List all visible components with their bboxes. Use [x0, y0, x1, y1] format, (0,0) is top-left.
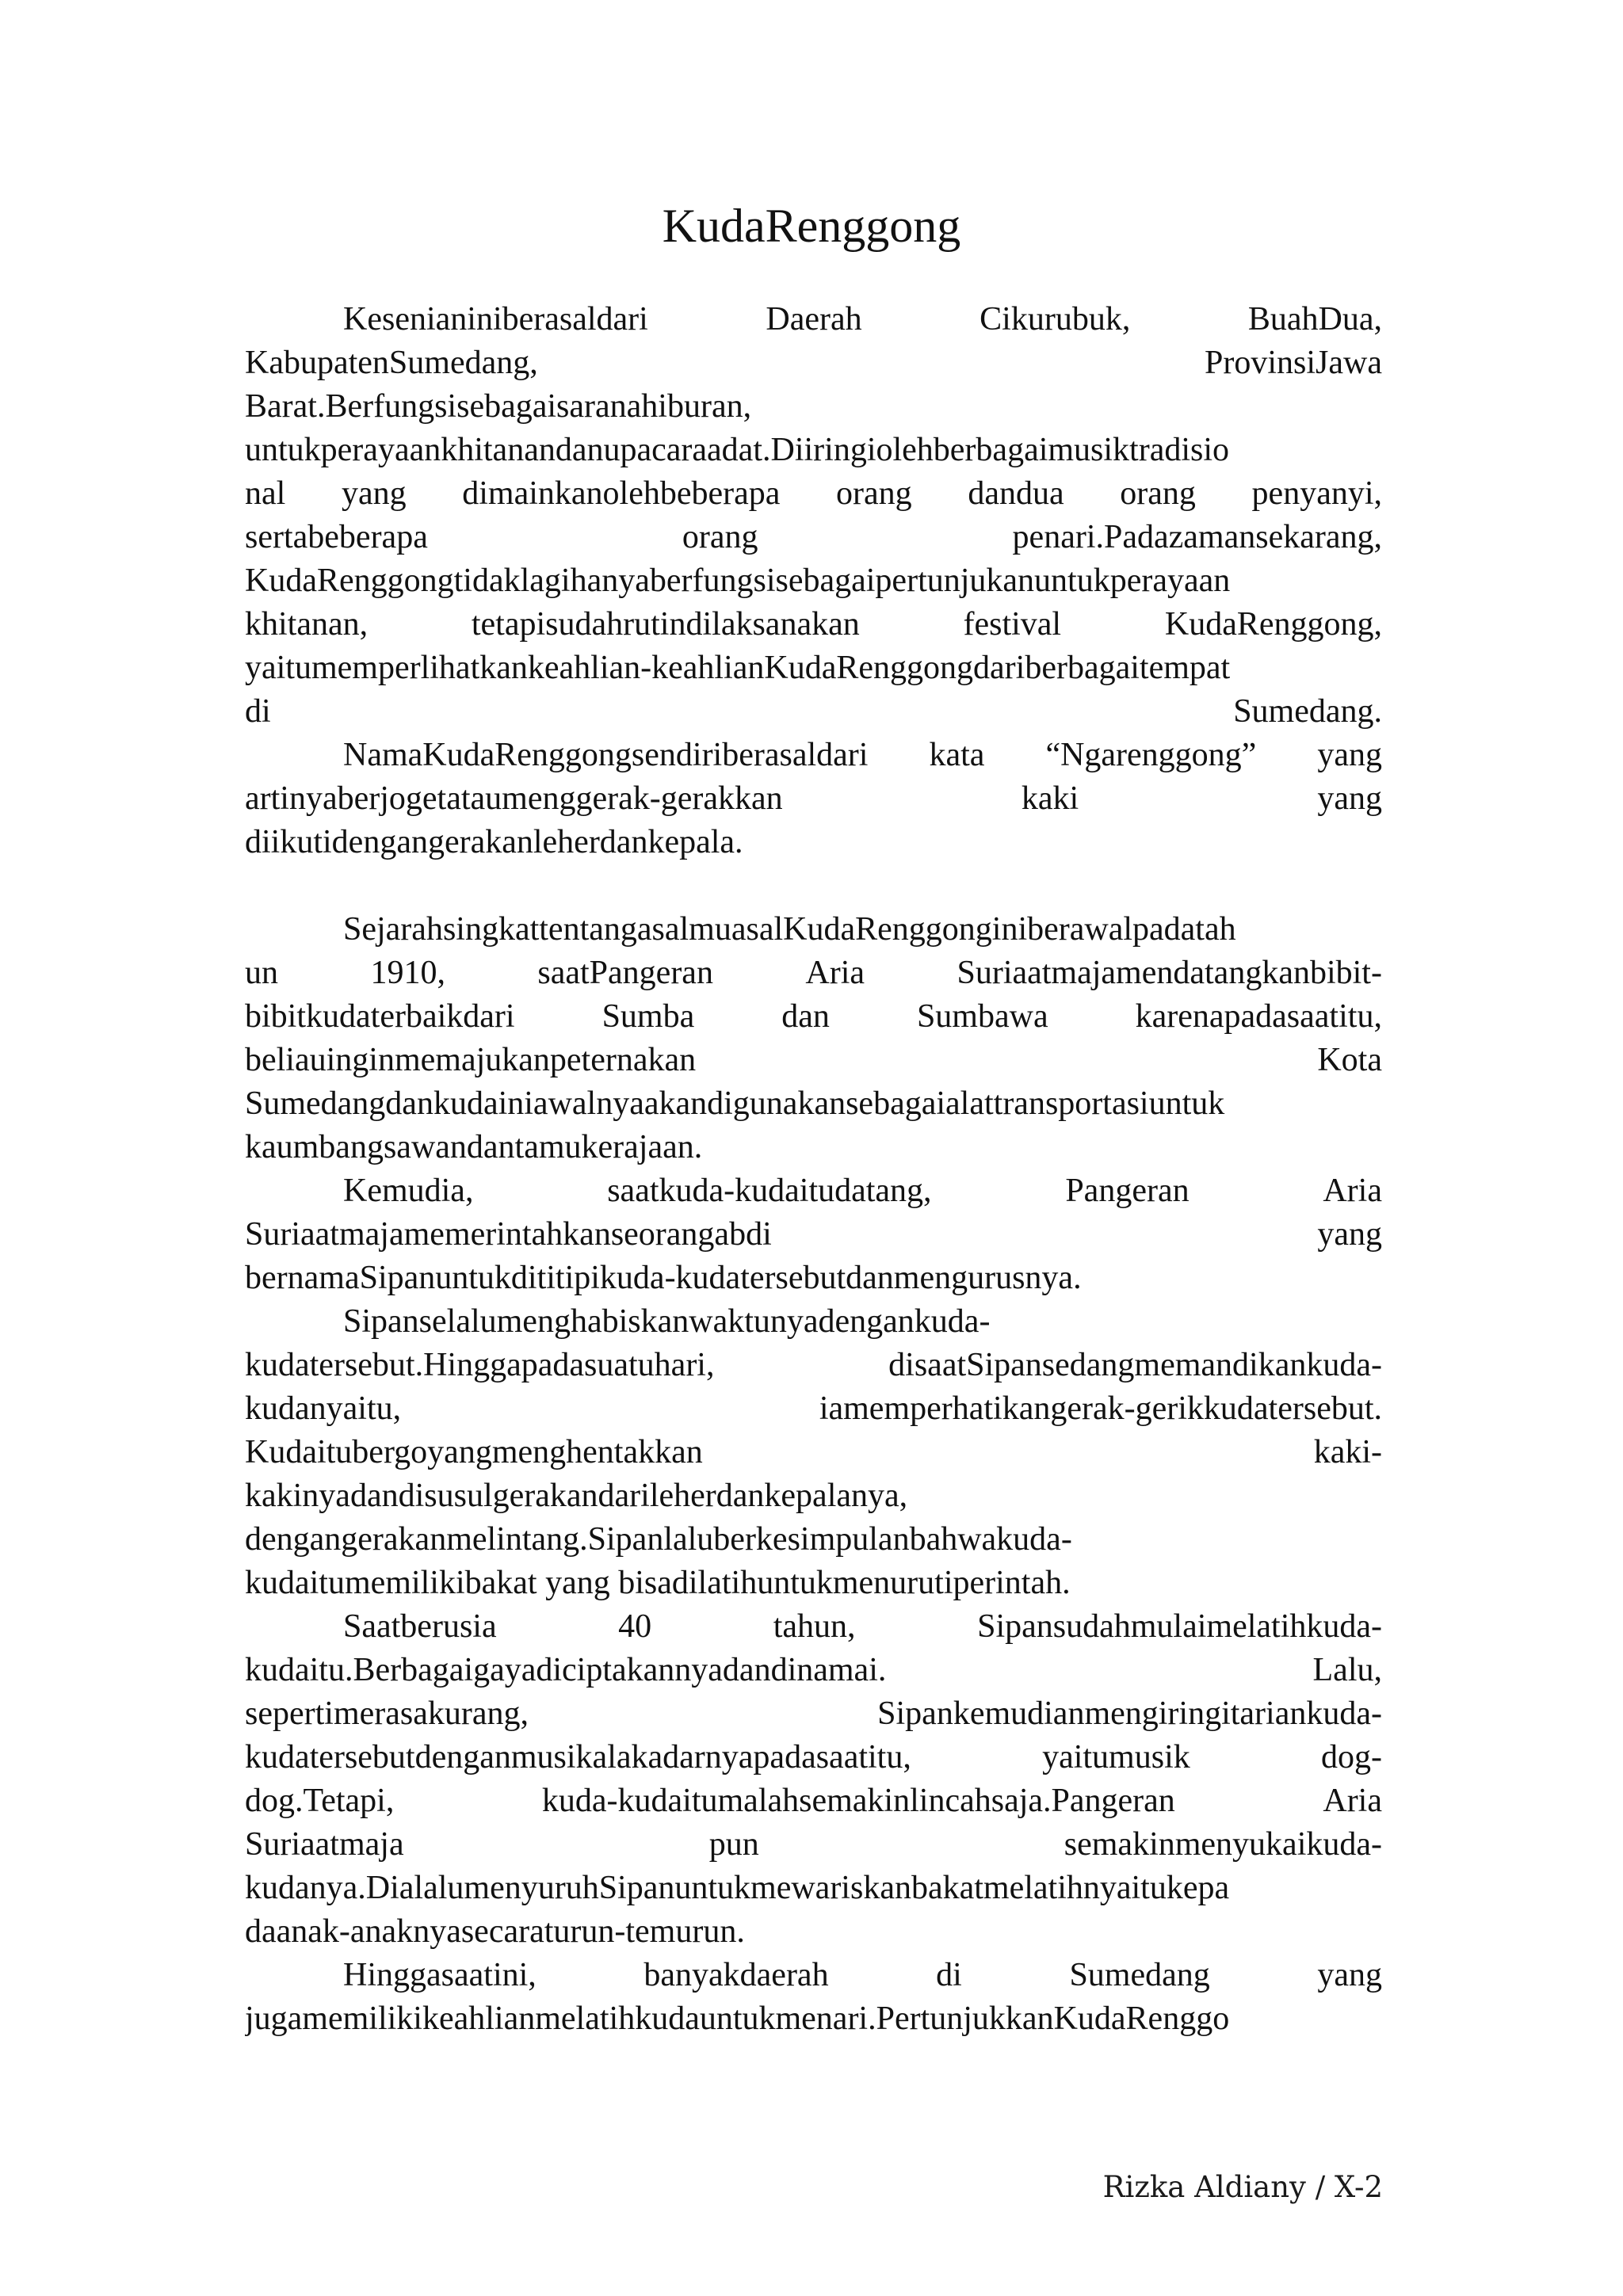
text-word: Sumedang.	[1233, 693, 1382, 730]
text-line	[245, 908, 1382, 952]
text-line	[245, 1213, 1382, 1257]
text-word: untukperayaankhitanandanupacaraadat.Diiringiolehberbagaimusiktradisio	[245, 432, 1230, 468]
text-line	[245, 1387, 1382, 1431]
text-word: kakinyadandisusulgerakandarileherdankepalanya,	[245, 1478, 908, 1514]
text-line	[245, 1605, 1382, 1649]
text-word: kuda-kudaitumalahsemakinlincahsaja.Pangeran	[541, 1783, 1175, 1819]
text-word: Cikurubuk,	[980, 301, 1131, 338]
text-line	[245, 777, 1382, 821]
text-word: Sumedangdankudainiawalnyaakandigunakansebagaialattransportasiuntuk	[245, 1085, 1225, 1122]
text-word: 40	[618, 1608, 652, 1645]
text-word: yaitumemperlihatkankeahlian-keahlianKudaRenggongdariberbagaitempat	[245, 650, 1231, 686]
text-line	[245, 559, 1382, 603]
text-line	[245, 1474, 1382, 1518]
text-word: bernamaSipanuntukdititipikuda-kudatersebutdanmengurusnya.	[245, 1260, 1082, 1296]
text-line	[245, 1736, 1382, 1779]
text-word: Aria	[1323, 1783, 1382, 1819]
text-word: Sipankemudianmengiringitariankuda-	[877, 1695, 1382, 1732]
text-line	[245, 298, 1382, 341]
text-line	[245, 603, 1382, 646]
text-word: daanak-anaknyasecaraturun-temurun.	[245, 1913, 745, 1950]
text-word: sertabeberapa	[245, 519, 428, 555]
text-line	[245, 429, 1382, 472]
text-word: kaki	[1021, 780, 1079, 817]
text-line	[245, 734, 1382, 777]
text-word: karenapadasaatitu,	[1135, 998, 1382, 1035]
text-word: orang	[836, 475, 912, 512]
text-word: 1910,	[370, 955, 445, 991]
text-word: bibitkudaterbaikdari	[245, 998, 515, 1035]
text-word: Kudaitubergoyangmenghentakkan	[245, 1434, 703, 1470]
text-word: penyanyi,	[1251, 475, 1382, 512]
text-word: banyakdaerah	[643, 1957, 829, 1993]
text-word: Kota	[1317, 1042, 1382, 1078]
text-word: khitanan,	[245, 606, 369, 643]
text-line	[245, 821, 1382, 864]
text-word: iamemperhatikangerak-gerikkudatersebut.	[819, 1390, 1382, 1427]
text-word: sepertimerasakurang,	[245, 1695, 529, 1732]
text-word: KudaRenggong,	[1164, 606, 1382, 643]
text-word: kudanyaitu,	[245, 1390, 402, 1427]
text-word: NamaKudaRenggongsendiriberasaldari	[343, 737, 869, 773]
text-word: Lalu,	[1312, 1652, 1382, 1688]
text-word: pun	[708, 1826, 759, 1863]
text-word: dog.Tetapi,	[245, 1783, 395, 1819]
text-word: diikutidengangerakanleherdankepala.	[245, 824, 743, 860]
text-word: ProvinsiJawa	[1205, 345, 1382, 381]
text-word: Aria	[1323, 1173, 1382, 1209]
text-line	[245, 1867, 1382, 1910]
text-word: kaumbangsawandantamukerajaan.	[245, 1129, 703, 1165]
text-line	[245, 1997, 1382, 2041]
text-word: Sumedang	[1069, 1957, 1210, 1993]
text-line	[245, 1692, 1382, 1736]
text-word: disaatSipansedangmemandikankuda-	[888, 1347, 1382, 1383]
text-word: “Ngarenggong”	[1045, 737, 1257, 773]
text-word: kaki-	[1313, 1434, 1382, 1470]
text-word: Sumba	[601, 998, 695, 1035]
text-line	[245, 1126, 1382, 1169]
page-footer-author: Rizka Aldiany / X-2	[1102, 2170, 1383, 2204]
text-word: yang	[341, 475, 407, 512]
document-title: KudaRenggong	[662, 200, 961, 252]
text-word: tahun,	[773, 1608, 856, 1645]
text-word: Sumbawa	[916, 998, 1048, 1035]
text-line	[245, 1823, 1382, 1867]
text-word: yang	[1317, 1216, 1382, 1253]
text-word: yaitumusik	[1042, 1739, 1190, 1775]
text-word: kudatersebutdenganmusikalakadarnyapadasaatitu,	[245, 1739, 911, 1775]
text-word: Aria	[805, 955, 865, 991]
text-line	[245, 1562, 1382, 1605]
text-word: KabupatenSumedang,	[245, 345, 538, 381]
text-word: SejarahsingkattentangasalmuasalKudaRenggonginiberawalpadatah	[343, 911, 1236, 948]
text-line	[245, 690, 1382, 734]
text-word: kudaitu.Berbagaigayadiciptakannyadandinamai.	[245, 1652, 887, 1688]
text-line	[245, 1779, 1382, 1823]
text-word: saatkuda-kudaitudatang,	[607, 1173, 932, 1209]
paragraph-gap	[245, 864, 1382, 908]
text-word: semakinmenyukaikuda-	[1064, 1826, 1382, 1863]
text-word: dengangerakanmelintang.Sipanlaluberkesimpulanbahwakuda-	[245, 1521, 1072, 1558]
text-line	[245, 1300, 1382, 1344]
text-word: artinyaberjogetataumenggerak-gerakkan	[245, 780, 783, 817]
text-line	[245, 1518, 1382, 1562]
text-line	[245, 385, 1382, 429]
text-word: kudatersebut.Hinggapadasuatuhari,	[245, 1347, 715, 1383]
text-line	[245, 1169, 1382, 1213]
text-word: Saatberusia	[343, 1608, 497, 1645]
text-line	[245, 995, 1382, 1039]
text-word: Kesenianiniberasaldari	[343, 301, 648, 338]
text-line	[245, 1954, 1382, 1997]
text-line	[245, 646, 1382, 690]
text-line	[245, 341, 1382, 385]
text-line	[245, 952, 1382, 995]
text-word: dog-	[1320, 1739, 1382, 1775]
text-word: kudanya.DialalumenyuruhSipanuntukmewariskanbakatmelatihnyaitukepa	[245, 1870, 1230, 1906]
text-line	[245, 1910, 1382, 1954]
text-word: dandua	[968, 475, 1064, 512]
text-word: Suriaatmajamendatangkanbibit-	[957, 955, 1382, 991]
text-word: nal	[245, 475, 286, 512]
text-word: Barat.Berfungsisebagaisaranahiburan,	[245, 388, 752, 425]
text-word: saatPangeran	[537, 955, 713, 991]
text-line	[245, 1257, 1382, 1300]
text-line	[245, 472, 1382, 516]
text-word: dan	[781, 998, 830, 1035]
text-word: yang	[1317, 737, 1382, 773]
text-word: kudaitumemilikibakat yang bisadilatihuntukmenurutiperintah.	[245, 1565, 1071, 1601]
text-word: yang	[1317, 1957, 1382, 1993]
text-line	[245, 516, 1382, 559]
text-word: yang	[1317, 780, 1382, 817]
text-word: Sipansudahmulaimelatihkuda-	[977, 1608, 1382, 1645]
text-word: Daerah	[766, 301, 862, 338]
text-word: Suriaatmaja	[245, 1826, 404, 1863]
text-word: un	[245, 955, 278, 991]
text-line	[245, 1082, 1382, 1126]
text-word: dimainkanolehbeberapa	[462, 475, 781, 512]
text-word: KudaRenggongtidaklagihanyaberfungsisebagaipertunjukanuntukperayaan	[245, 563, 1231, 599]
text-line	[245, 1344, 1382, 1387]
text-word: orang	[1120, 475, 1196, 512]
text-word: Suriaatmajamemerintahkanseorangabdi	[245, 1216, 772, 1253]
text-line	[245, 1039, 1382, 1082]
text-word: festival	[963, 606, 1062, 643]
text-word: Hinggasaatini,	[343, 1957, 537, 1993]
text-word: tetapisudahrutindilaksanakan	[471, 606, 860, 643]
text-line	[245, 1431, 1382, 1474]
text-word: BuahDua,	[1247, 301, 1382, 338]
text-line	[245, 1649, 1382, 1692]
text-word: kata	[929, 737, 985, 773]
text-word: orang	[682, 519, 758, 555]
text-word: Sipanselalumenghabiskanwaktunyadengankuda-	[343, 1303, 991, 1340]
text-word: Kemudia,	[343, 1173, 474, 1209]
text-word: beliauinginmemajukanpeternakan	[245, 1042, 697, 1078]
text-word: Pangeran	[1065, 1173, 1190, 1209]
document-body	[245, 298, 1382, 2041]
text-word: di	[936, 1957, 962, 1993]
text-word: di	[245, 693, 271, 730]
text-word: penari.Padazamansekarang,	[1012, 519, 1382, 555]
text-word: jugamemilikikeahlianmelatihkudauntukmenari.PertunjukkanKudaRenggo	[245, 2000, 1230, 2037]
